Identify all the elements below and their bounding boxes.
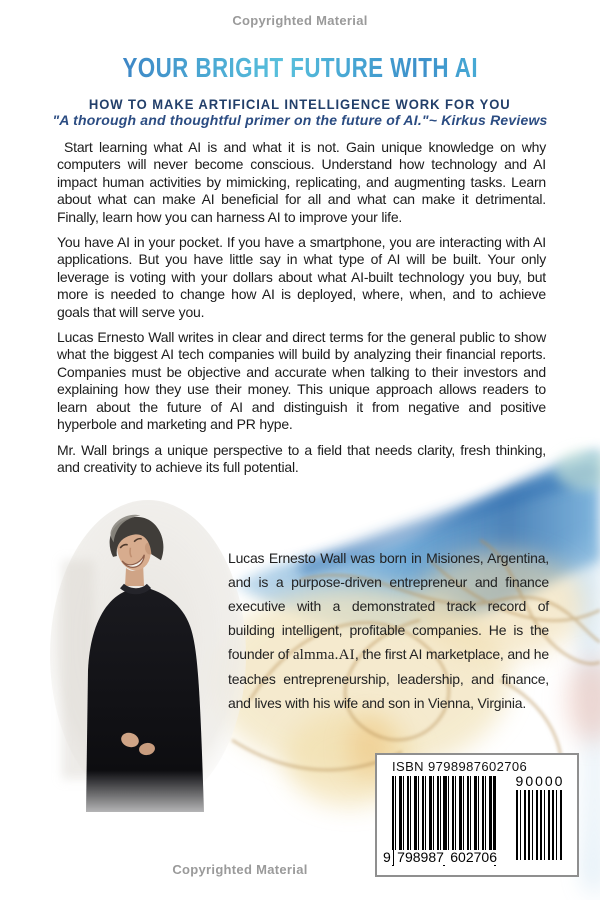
copyright-notice-top: Copyrighted Material <box>232 13 368 28</box>
book-title-text: YOUR BRIGHT FUTURE WITH AI <box>122 52 478 83</box>
price-code: 90000 <box>515 773 565 789</box>
description-paragraph-3: Lucas Ernesto Wall writes in clear and direct terms for the general public to show what the biggest AI tech companies will build by analyzing their financial reports. Companies must be objective and accurate when talking to their investors and explaining how they use their money. This unique approach allows readers to learn about the future of AI and distinguish it from negative and positive hyperbole and marketing and PR hype. <box>57 329 546 433</box>
barcode-digit-group: 9 <box>383 849 391 865</box>
author-bio <box>228 546 549 715</box>
isbn-barcode <box>375 753 579 877</box>
description-paragraph-2: You have AI in your pocket. If you have a smartphone, you are interacting with AI applications. But you have little say in what type of AI will be built. Your only leverage is voting with your dollars about what AI-built technology you buy, but more is needed to change how AI is deployed, where, when, and to achieve goals that will serve you. <box>57 234 546 320</box>
description-paragraph-1: Start learning what AI is and what it is not. Gain unique knowledge on why computers will never become conscious. Understand how technology and AI impact human activities by mimicking, replicating, and augmenting tasks. Learn about what can make AI beneficial for all and what can make it detrimental. Finally, learn how you can harness AI to improve your life. <box>57 139 546 225</box>
author-bio-text-before: Lucas Ernesto Wall was born in Misiones, Argentina, and is a purpose-driven entrepreneur and finance executive with a demonstrated track record of building intelligent, profitable companies. He is the founder of <box>228 550 549 662</box>
barcode-bars-supplement <box>516 790 564 860</box>
author-bio-text-after: , the first AI marketplace, and he teaches entrepreneurship, leadership, and finance, and lives with his wife and son in Vienna, Virginia. <box>228 646 549 711</box>
isbn-number: ISBN 9798987602706 <box>392 759 528 774</box>
brand-name: almma.AI <box>292 647 355 663</box>
copyright-notice-bottom: Copyrighted Material <box>172 862 308 877</box>
barcode-digit-group: 798987 <box>397 849 444 865</box>
barcode-digit-group: 602706 <box>450 849 497 865</box>
description-text <box>57 139 546 484</box>
author-photo <box>46 500 250 830</box>
book-subtitle-text: HOW TO MAKE ARTIFICIAL INTELLIGENCE WORK FOR YOU <box>89 96 511 112</box>
description-paragraph-4: Mr. Wall brings a unique perspective to a field that needs clarity, fresh thinking, and creativity to achieve its full potential. <box>57 441 546 475</box>
review-quote: "A thorough and thoughtful primer on the future of AI."~ Kirkus Reviews <box>52 112 548 128</box>
book-title <box>0 48 600 85</box>
